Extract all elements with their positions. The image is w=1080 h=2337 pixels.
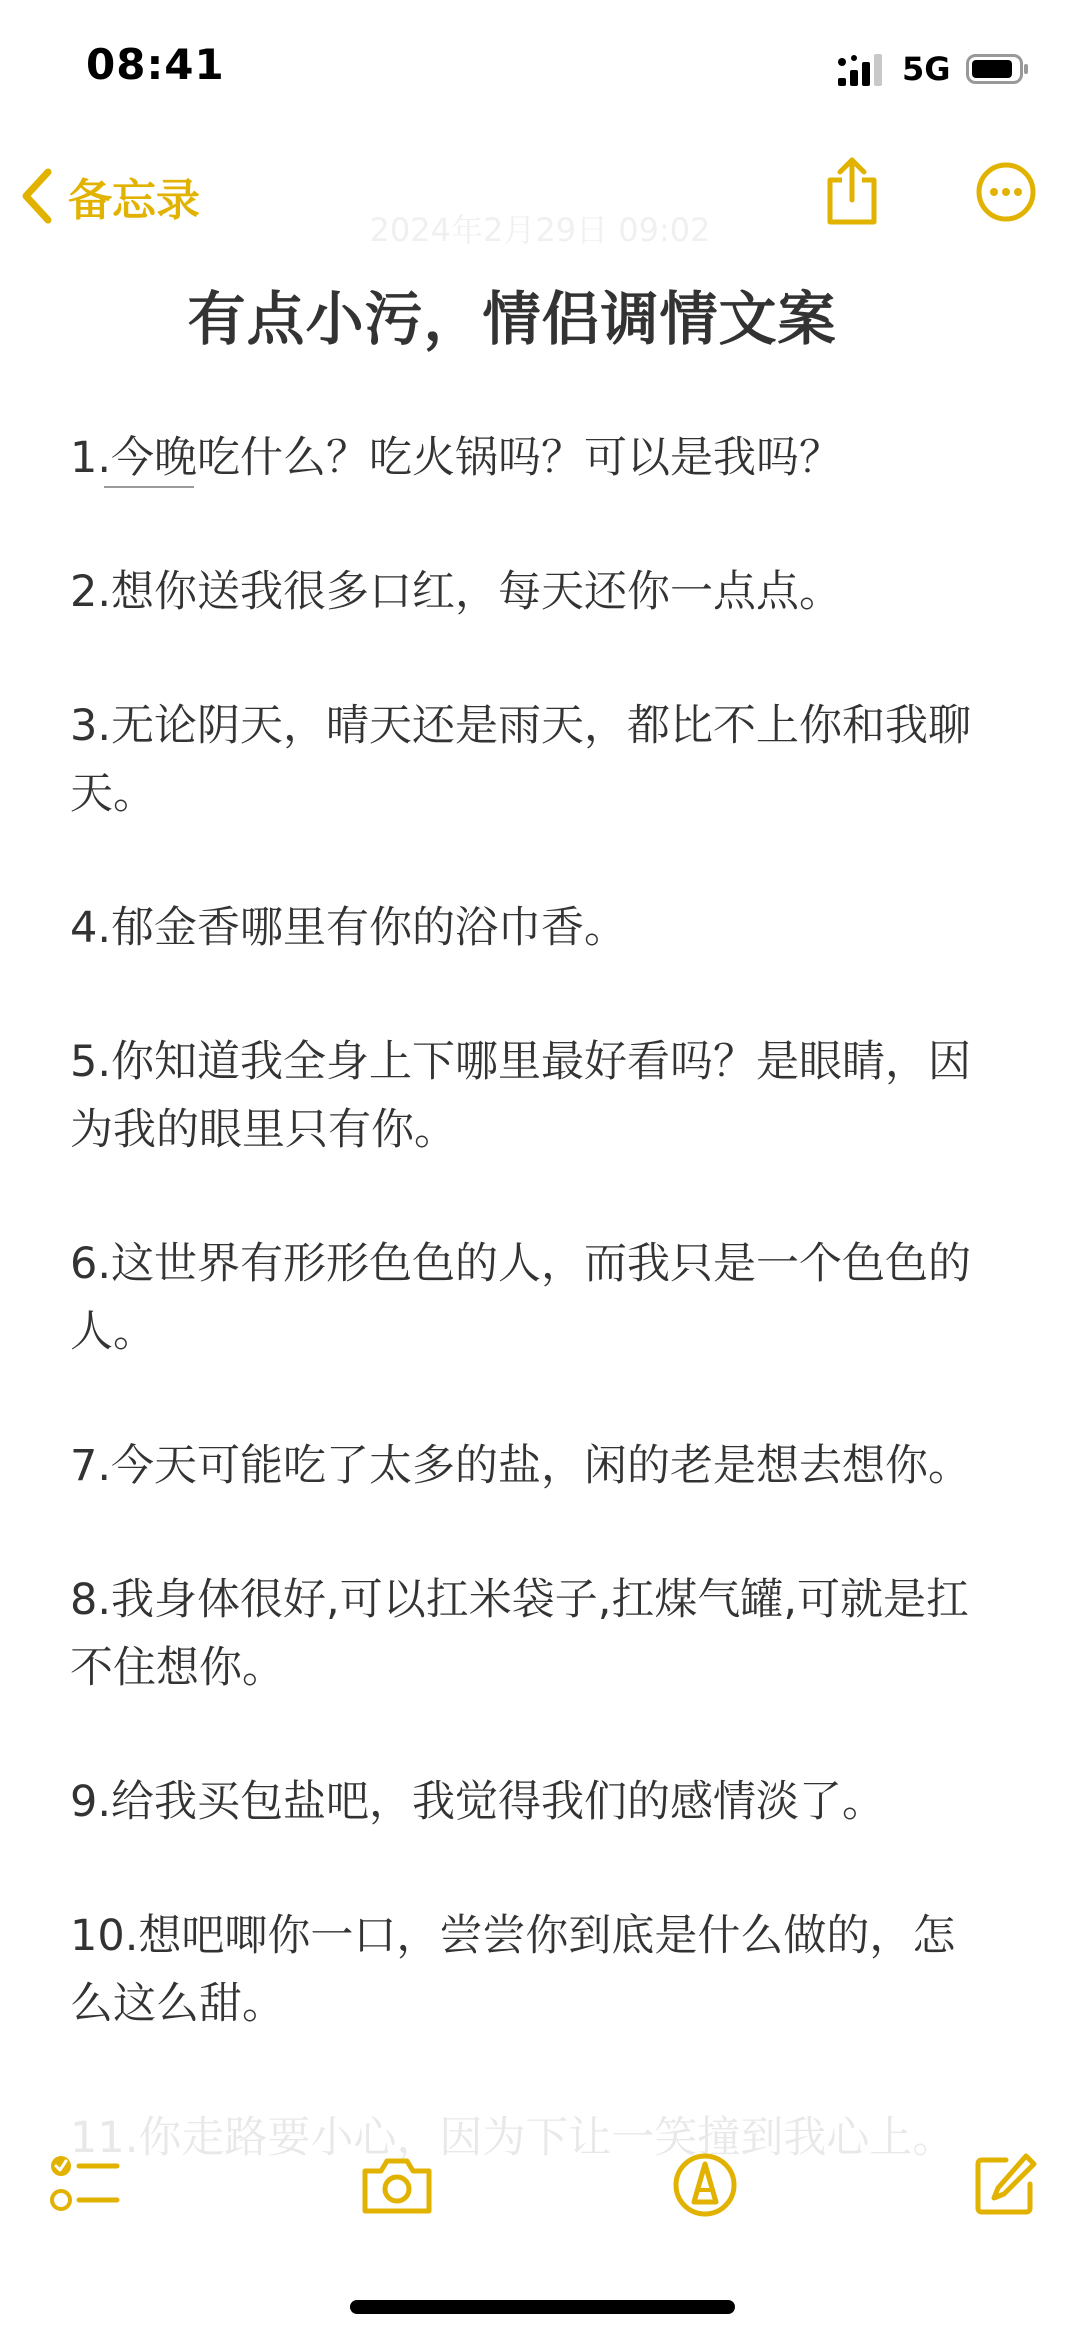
cellular-signal-icon	[838, 52, 892, 88]
battery-icon	[966, 52, 1030, 86]
compose-icon	[972, 2152, 1038, 2218]
list-item: 6.这世界有形形色色的人，而我只是一个色色的人。	[70, 1239, 972, 1357]
note-body[interactable]	[70, 424, 990, 2238]
back-label: 备忘录	[68, 175, 200, 226]
status-bar	[0, 0, 1080, 130]
checklist-button[interactable]	[40, 2140, 130, 2230]
network-type: 5G	[902, 50, 951, 88]
markup-pen-icon	[672, 2152, 738, 2218]
list-item: 5.你知道我全身上下哪里最好看吗？是眼睛，因为我的眼里只有你。	[70, 1037, 972, 1155]
list-item: 7.今天可能吃了太多的盐，闲的老是想去想你。	[70, 1441, 972, 1491]
note-date: 2024年2月29日 09:02	[369, 211, 711, 249]
list-item: 4.郁金香哪里有你的浴巾香。	[70, 903, 628, 953]
list-item: 11.你走路要小心，因为下让一笑撞到我心上。	[70, 2113, 956, 2163]
list-item: 3.无论阴天，晴天还是雨天，都比不上你和我聊天。	[70, 701, 972, 819]
list-item: 9.给我买包盐吧，我觉得我们的感情淡了。	[70, 1777, 886, 1827]
list-item: 10.想吧唧你一口，尝尝你到底是什么做的，怎么这么甜。	[70, 1911, 956, 2029]
home-indicator[interactable]	[350, 2300, 735, 2314]
bottom-toolbar	[0, 2140, 1080, 2240]
camera-icon	[359, 2153, 435, 2217]
status-time: 08:41	[86, 40, 225, 89]
camera-button[interactable]	[352, 2140, 442, 2230]
note-title: 有点小污，情侣调情文案	[187, 285, 837, 353]
list-item: 8.我身体很好,可以扛米袋子,扛煤气罐,可就是扛不住想你。	[70, 1575, 970, 1693]
markup-button[interactable]	[660, 2140, 750, 2230]
checklist-icon	[49, 2152, 121, 2218]
list-item: 1.今晚吃什么？吃火锅吗？可以是我吗？	[70, 433, 843, 483]
compose-button[interactable]	[960, 2140, 1050, 2230]
list-item: 2.想你送我很多口红，每天还你一点点。	[70, 567, 843, 617]
